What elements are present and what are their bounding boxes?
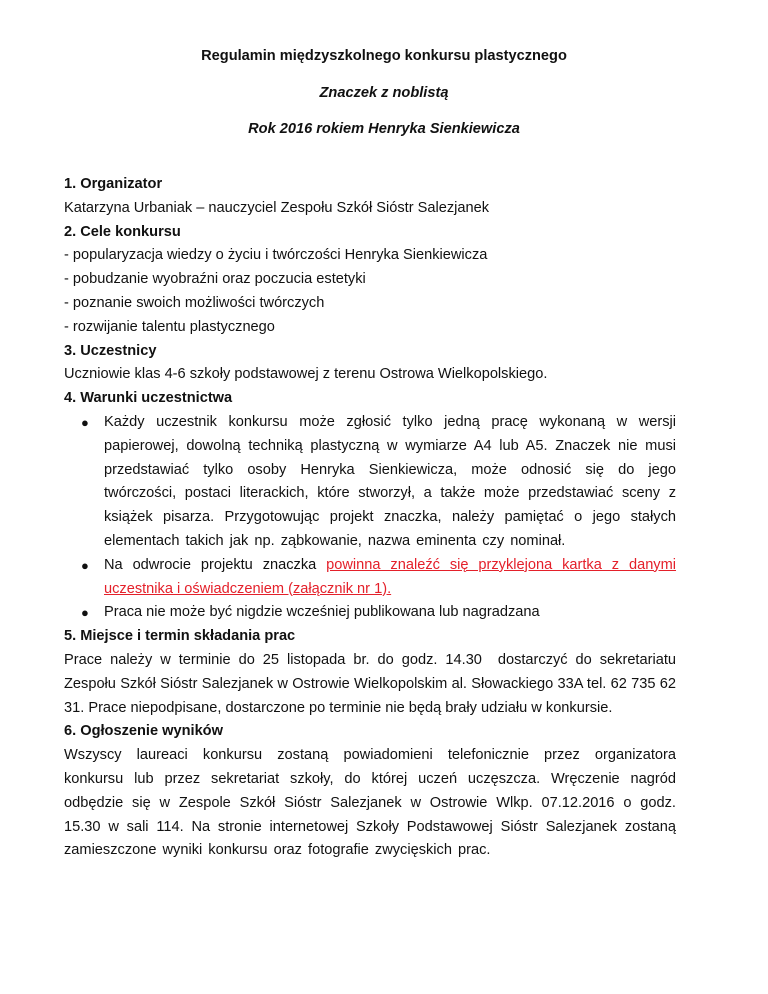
section-6-text: Wszyscy laureaci konkursu zostaną powiadomieni telefonicznie przez organizatora konkursu lub przez sekretariat szkoły, do której uczeń uczęszcza. Wręczenie nagród odbędzie się w Zespole Szkół Sióstr Salezjanek w Ostrowie Wlkp. 07.12.2016 o godz. 15.30 w sali 114. Na stronie internetowej Szkoły Podstawowej Sióstr Salezjanek zostaną zamieszczone wyniki konkursu oraz fotografie zwycięskich prac. <box>64 747 676 859</box>
document-title: Regulamin międzyszkolnego konkursu plastycznego <box>201 48 567 64</box>
goal-item: - rozwijanie talentu plastycznego <box>64 318 275 335</box>
document-subtitle-2: Rok 2016 rokiem Henryka Sienkiewicza <box>248 121 520 137</box>
section-3-heading: 3. Uczestnicy <box>64 342 157 359</box>
document-subtitle: Znaczek z noblistą <box>319 85 449 101</box>
section-5-text: Prace należy w terminie do 25 listopada br. do godz. 14.30 dostarczyć do sekretariatu Zespołu Szkół Sióstr Salezjanek w Ostrowie Wielkopolskim al. Słowackiego 33A tel. 62 735 62 31. Prace niepodpisane, dostarczone po terminie nie będą brały udziału w konkursie. <box>64 651 685 716</box>
conditions-list <box>64 411 676 625</box>
goal-item: - pobudzanie wyobraźni oraz poczucia estetyki <box>64 271 366 288</box>
condition-text: Praca nie może być nigdzie wcześniej publikowana lub nagradzana <box>104 604 540 621</box>
section-1-text: Katarzyna Urbaniak – nauczyciel Zespołu Szkół Sióstr Salezjanek <box>64 199 490 216</box>
section-5-heading: 5. Miejsce i termin składania prac <box>64 628 296 645</box>
section-6-heading: 6. Ogłoszenie wyników <box>64 723 223 740</box>
condition-text-plain: Na odwrocie projektu znaczka <box>104 556 327 573</box>
goal-item: - poznanie swoich możliwości twórczych <box>64 294 325 311</box>
bullet-icon: ● <box>81 605 89 621</box>
section-1-heading: 1. Organizator <box>64 176 163 192</box>
bullet-icon: ● <box>81 414 89 430</box>
bullet-icon: ● <box>81 557 89 573</box>
condition-text <box>104 554 676 602</box>
document-body <box>64 173 685 863</box>
section-2-heading: 2. Cele konkursu <box>64 223 181 240</box>
condition-item <box>64 554 676 602</box>
condition-item <box>64 411 676 554</box>
condition-item <box>64 601 676 625</box>
condition-text: Każdy uczestnik konkursu może zgłosić tylko jedną pracę wykonaną w wersji papierowej, dowolną techniką plastyczną w wymiarze A4 lub A5. Znaczek nie musi przedstawiać tylko osoby Henryka Sienkiewicza, może odnosić się do jego twórczości, postaci literackich, które stworzył, a także może przedstawiać sceny z książek pisarza. Przygotowując projekt znaczka, należy pamiętać o jego stałych elementach takich jak np. ząbkowanie, nazwa eminenta czy nominał. <box>104 413 676 549</box>
section-3-text: Uczniowie klas 4-6 szkoły podstawowej z terenu Ostrowa Wielkopolskiego. <box>64 366 548 383</box>
goal-item: - popularyzacja wiedzy o życiu i twórczości Henryka Sienkiewicza <box>64 247 488 264</box>
condition-text-highlight: powinna znaleźć się przyklejona kartka z danymi uczestnika i oświadczeniem (załącznik nr 1). <box>104 556 677 597</box>
section-4-heading: 4. Warunki uczestnictwa <box>64 390 233 407</box>
